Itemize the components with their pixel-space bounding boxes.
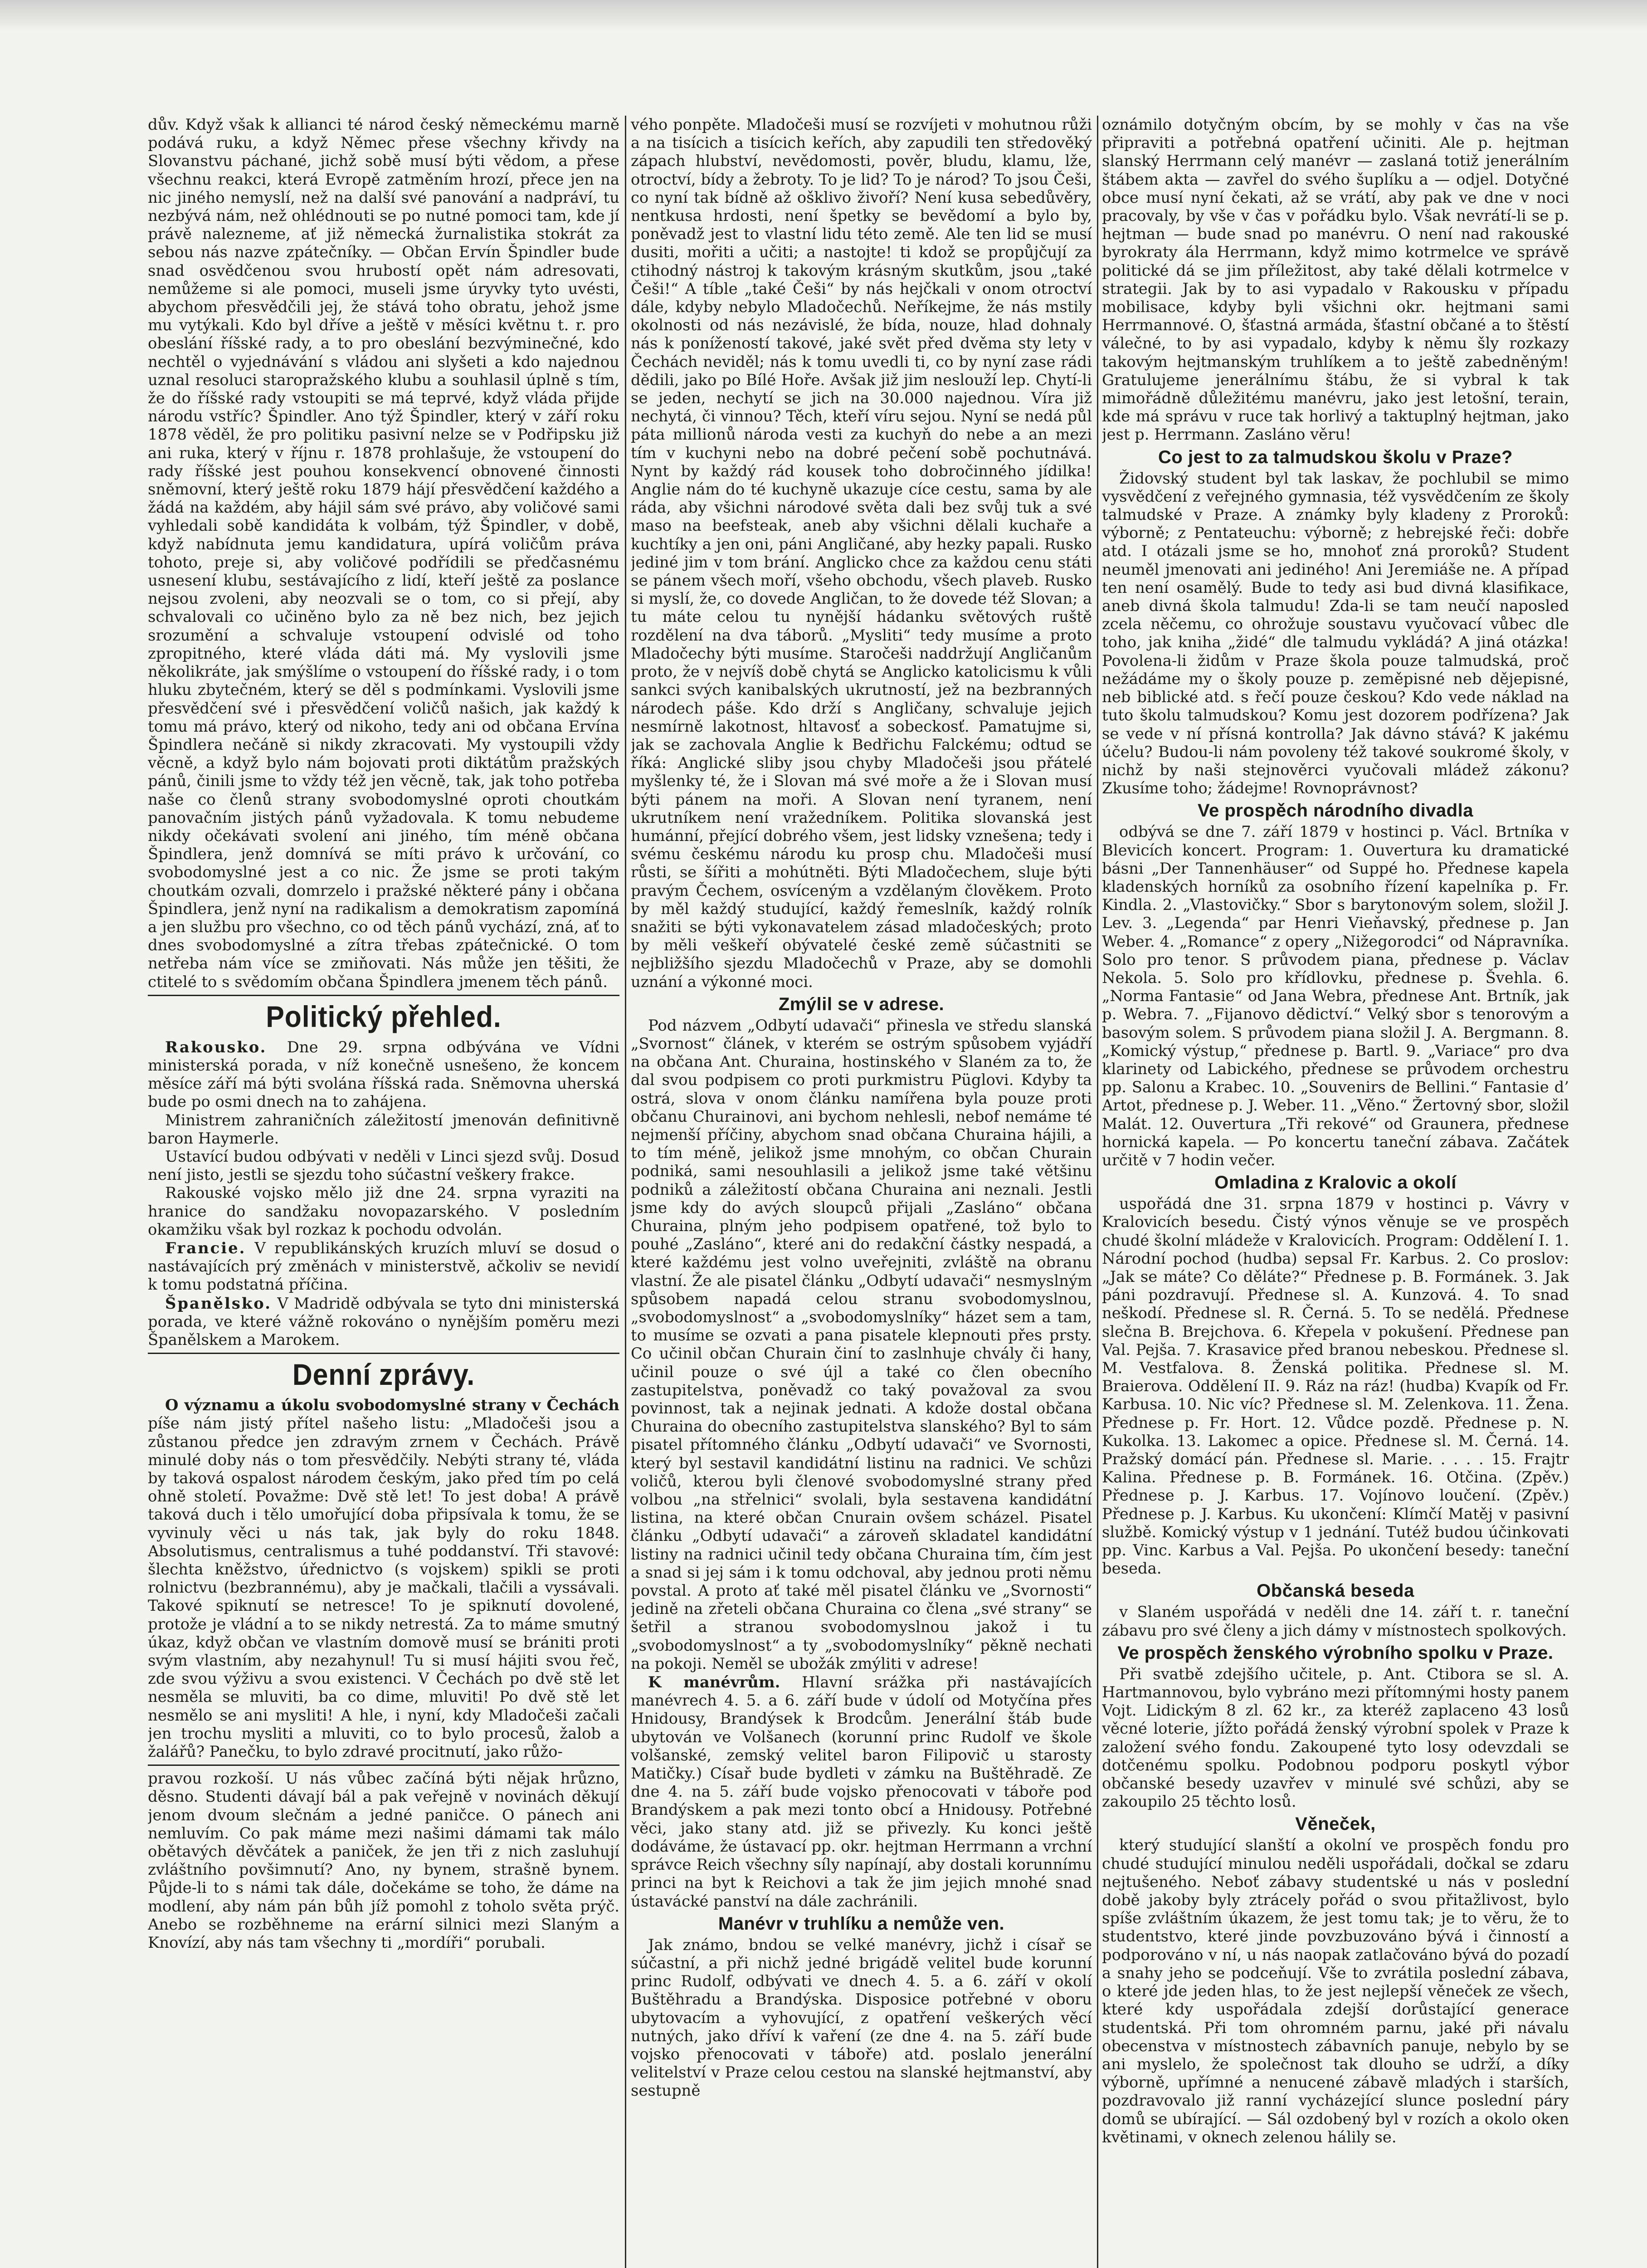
article-title-venecek: Věneček, [1295,1814,1376,1834]
article-title-youth-kralovice: Omladina z Kralovic a okolí [1214,1173,1457,1193]
column-rule-2 [1097,116,1098,2268]
section-title-political: Politický přehled. [266,999,502,1033]
column-2 [631,116,1092,2268]
article-continuation-paragraph: oznámilo dotyčným obcím, by se mohly v čas na vše připraviti a potřebná opatření učiniti. Ale p. hejtman slanský Herrmann celý manévr — zaslaná totiž jenerálním štábem akta — zavřel do svého šuplíku a — odjel. Dotyčné obce musí nyní čekati, až se vrátí, aby pak ve dne v noci pracovaly, by vše v čas v pořádku bylo. Však nevrátí-li se p. hejtman — bude snad po manévru. O není nad rakouské byrokraty ála Herrmann, když mimo kotrmelce ve správě politické dá se jim příležitost, aby také dělali kotrmelce v strategii. Jak by to asi vypadalo v Rakousku v případu mobilisace, kdyby byli všichni okr. hejtmani sami Herrmannové. O, šťastná armáda, šťastní občané a to štěstí válečné, to by asi vypadalo, kdyby k němu šly rozkazy takovým hejtmanským truhlíkem a to ještě zabedněným! Gratulujeme jenerálnímu štábu, že si vybral k tak mimořádně důležitému manévru, jako jest letošní, terain, kde má správu v ruce tak horlivý a taktuplný hejtman, jako jest p. Herrmann. Zasláno věru! [1102,116,1569,444]
column-3 [1102,116,1569,2268]
article-continuation-paragraph: dův. Když však k allianci té národ český německému marně podává ruku, a když Němec přese všechny křivdy na Slovanstvu páchané, jichž sobě musí býti vědom, a přese všechnu reakci, která Evropě zatměním hrozí, přece jen na nic jiného nemyslí, než na další své panování a nadpráví, tu nezbývá nám, než ohlédnouti se po nutné pomoci tam, kde jí právě nalezneme, ať již německá žurnalistika stokrát za sebou nás nazve zpátečníky. — Občan Ervín Špindler bude snad osvědčenou svou hrubostí opět nám adresovati, nemůžeme si ale pomoci, museli jsme úryvky tyto uvésti, abychom přesvědčili jej, že stává toho obratu, jehož jsme mu vytýkali. Kdo byl dříve a ještě v měsíci květnu t. r. pro obeslání říšské rady, a to pro obeslání bezvýminečné, kdo nechtěl o vyjednávání s vládou ani slyšeti a kdo najednou uznal resoluci staropražského klubu a souhlasil úplně s tím, že do říšské rady vstoupiti se má teprvé, když vláda přijde národu vstříc? Špindler. Ano týž Špindler, který v září roku 1878 věděl, že pro politiku pasivní nelze se v Podřipsku již ani ruka, který v říjnu r. 1878 prohlašuje, že vstoupení do rady říšské jest pouhou konsekvencí obnovené činnosti sněmovní, který ještě roku 1879 hájí přesvědčení každého a žádá na každém, aby hájil sám své právo, aby voličové sami vyhledali sobě kandidáta k volbám, týž Špindler, v době, když nabídnuta jemu kandidatura, upírá voličům práva tohoto, preje si, aby voličové podřídili se předčasnému usnesení klubu, sestávajícího z lidí, kteří ještě za poslance nejsou zvoleni, aby neozvali se o tom, co si přejí, aby schvalovali co učiněno bylo za ně bez nich, bez jejich srozumění a schvaluje vstoupení odvislé od toho zpropitného, které vláda dáti má. My vyslovili jsme několikráte, jak smýšlíme o vstoupení do říšské rady, i o tom hluku zbytečném, který se děl s podmínkami. Vyslovili jsme přesvědčení své i přesvědčení voličů našich, jak každý k tomu má právo, který od nikoho, tedy ani od občana Ervína Špindlera nečáně si nikdy zkracovati. My vystoupili vždy věcně, a když bylo nám bojovati proti diktátům pražských pánů, činili jsme to vždy též jen věcně, tak, jak toho potřeba naše co členů strany svobodomyslné oproti choutkám panovačním jistých pánů vyžadovala. K tomu nebudeme nikdy očekávati svolení ani jiného, tím méně občana Špindlera, jenž domnívá se míti právo k určování, co svobodomyslné jest a co nic. Že jsme se proti takým choutkám ozvali, domrzelo i pražské některé pány i občana Špindlera, jenž nyní na radikalism a demokratism zapomíná a jen službu pro všechno, co od těch pánů vychází, zná, ať to dnes svobodomyslné a zítra třebas zpátečnické. O tom netřeba nám více se zmiňovati. Nás může jen těšiti, že ctitelé to s svědomím občana Špindlera jmenem těch pánů. [148,116,619,991]
section-title-daily-news: Denní zprávy. [292,1358,475,1392]
article-body-civic-club: v Slaném uspořádá v neděli dne 14. září t. r. taneční zábavu pro své členy a jich dámy v místnostech spolkových. [1102,1603,1569,1639]
news-item-minister: Ministrem zahraničních záležitostí jmenován definitivně baron Haymerle. [148,1111,619,1147]
article-body-national-theatre: odbývá se dne 7. září 1879 v hostinci p. Václ. Brtníka v Blevicích koncert. Program: 1. Ouvertura ku dramatické básni „Der Tannenhäuser“ od Suppé ho. Přednese kapela kladenských horníků za osobního řízení kapelníka p. Fr. Kindla. 2. „Vlastovičky.“ Sbor s barytonovým solem, složil J. Lev. 3. „Legenda“ par Henri Vieňavský, přednese p. Jan Weber. 4. „Romance“ z opery „Nižegorodci“ od Nápravníka. Solo pro tenor. S průvodem piana, přednese p. Václav Nekola. 5. Solo pro křídlovku, přednese p. Švehla. 6. „Norma Fantasie“ od Jana Webra, přednese Ant. Brtník, jak p. Webra. 7. „Fijanovo dědictví.“ Velký sbor s tenorovým a basovým solem. S průvodem piana složil J. A. Bergmann. 8. „Komický výstup,“ přednese p. Bartl. 9. „Variace“ pro dva klarinety od Labického, přednese se průvodem orchestru pp. Salonu a Krabec. 10. „Souvenirs de Bellini.“ Fantasie d’ Artot, přednese p. J. Weber. 11. „Věno.“ Žertovný sbor, složil Malát. 12. Ouvertura „Tři rekové“ od Graunera, přednese hornická kapela. — Po koncertu taneční zábava. Začátek určitě v 7 hodin večer. [1102,823,1569,1169]
news-item-linz: Ustavící budou odbývati v neděli v Linci sjezd svůj. Dosud není jisto, jestli se sjezdu toho súčastní veškery frakce. [148,1147,619,1184]
scan-edge-top [0,0,1647,32]
article-title-wrong-address: Zmýlil se v adrese. [778,994,945,1014]
article-continuation-paragraph: vého ponpěte. Mladočeši musí se rozvíjeti v mohutnou růži a na tisícich a tisícich keřích, aby zapudili ten středověký zápach hlubství, nevědomosti, pověr, bludu, klamu, lže, otroctví, bídy a žebroty. To je lid? To je národ? To jsou Češi, co nyní tak bídně až ošklivo živoří? Není kusa sebedůvěry, nentkusa hrdosti, není špetky se bevědomí a bylo by, poněvadž jest to vlastní lidu této země. Ale ten lid se musí dusiti, mořiti a učiti; a nastojte! ti kdož se propůjčují za ctihodný nástroj k takovým krásným skutkům, jsou „také Češi!“ A tíble „také Češi“ by nás hejčkali v onom otroctví dále, kdyby nebylo Mladočechů. Neříkejme, že nás mstily okolnosti od nás nezávislé, že bída, nouze, hlad dohnaly nás k ponížeností takové, jaké svět před dvěma sty lety v Čechách neviděl; nás k tomu uvedli ti, co by nyní zase rádi dědili, jako po Bílé Hoře. Avšak již jim neslouží lep. Chytí-li se jeden, nechytí se jich na 30.000 najednou. Víra již nechytá, či vinnou? Těch, kteří víru sejou. Nyní se nedá půl páta millionů národa vesti za kuchyň do nebe a an mezi tím v kuchyni nebo na dobré pečení sobě pochutnává. Nynt by každý rád kousek toho dobročinného jídilka! Anglie nám do té kuchyně ukazuje cíce cestu, sama by ale ráda, aby všichni národové světa dali bez svůj tuk a své maso na beefsteak, aneb aby všichni dělali kuchaře a kuchtíky a jen oni, páni Angličané, aby hezky papali. Rusko jediné jim v tom brání. Anglicko chce za každou cenu státi se pánem všech moří, všeho obchodu, všech plaveb. Rusko si myslí, že, co dovede Angličan, to že dovede též Slovan; a tu máte celou tu nynější hádanku světových ruště rozdělení na dva táborů. „Mysliti“ tedy musíme a proto Mladočechy býti musíme. Staročeši naddržují Angličanům proto, že v nejvíš době chytá se Anglicko katolicismu k vůli sankci svých kanibalských ukrutností, jež na bezbranných národech páše. Kdo drží s Angličany, schvaluje jejich nesmírně lakotnost, hltavosť a sobeckosť. Pamatujme si, jak se zachovala Anglie k Bedřichu Falckému; odtud se říká: Anglické sliby jsou chyby Mladočeši jsou přátelé myšlenky té, že i Slovan má své moře a že i Slovan musí býti pánem na moři. A Slovan není tyranem, není ukrutníkem není vražedníkem. Politika slovanská jest humánní, přející dobrého všem, jest lidsky vznešena; tedy i svému českému národu ku prosp chu. Mladočeši musí růsti, se šířiti a mohútněti. Býti Mladočechem, sluje býti pravým Čechem, osvíceným a vzdělaným člověkem. Proto by měl každý studující, každý řemeslník, každý rolník snažiti se býti vykonavatelem zásad mladočeských; proto by měli veškeří obývatelé české země súčastniti se nejbližšího sjezdu Mladočechů v Praze, aby se domohli uznání a výkonné moci. [631,116,1092,991]
article-title-national-theatre: Ve prospěch národního divadla [1198,801,1473,821]
article-title-manoeuvre-drawer: Manévr v truhlíku a nemůže ven. [718,1913,1005,1934]
column-rule-1 [625,116,626,2268]
article-body-youth-kralovice: uspořádá dne 31. srpna 1879 v hostinci p. Vávry v Kralovicích besedu. Čistý výnos věnuje se ve prospěch chudé školní mládeže v Kralovicích. Program: Oddělení I. 1. Národní pochod (hudba) sepsal Fr. Karbus. 2. Co proslov: „Jak se máte? Co děláte?“ Přednese p. B. Formánek. 3. Jak páni pozdravují. Přednese sl. A. Kunzová. 4. To snad neškodí. Přednese sl. R. Černá. 5. To se nedělá. Přednese slečna B. Brejchova. 6. Křepela v pokušení. Přednese pan Val. Pejša. 7. Krasavice před branou nebeskou. Přednese sl. M. Vestfalova. 8. Ženská politika. Přednese sl. M. Braierova. Oddělení II. 9. Ráz na ráz! (hudba) Kvapík od Fr. Karbusa. 10. Nic víc? Přednese sl. M. Zelenkova. 11. Žena. Přednese p. Fr. Hort. 12. Vůdce pozdě. Přednese p. N. Kukolka. 13. Lakomec a opice. Přednese sl. M. Černá. 14. Pražský domácí pán. Přednese sl. Marie. . . . . 15. Frajtr Kalina. Přednese p. B. Formánek. 16. Otčina. (Zpěv.) Přednese p. J. Karbus. 17. Vojínovo loučení. (Zpěv.) Přednese p. J. Karbus. Ku ukončení: Klímčí Matěj v pasivní službě. Komický výstup v 1 jednání. Tutéž budou účinkovati pp. Vinc. Karbus a Val. Pejša. Po ukončení besedy: taneční beseda. [1102,1195,1569,1578]
section-divider [148,1765,619,1766]
news-item-france: Francie. V republikánských kruzích mluví se dosud o nastávajících prý změnách v ministerstvě, ačkoliv se nevidí k tomu podstatná příčina. [148,1238,619,1294]
article-body-wrong-address: Pod názvem „Odbytí udavači“ přinesla ve středu slanská „Svornost“ článek, v kterém se ostrým spůsobem vyjádří na občana Ant. Churaina, hostinského v Slaném za to, že dal svou podpisem co proti purkmistru Püglovi. Kdyby ta ostrá, slova v onom článku namířena byla pouze proti občanu Churainovi, ani bychom nehlesli, nebof nemáme té nejmenší příčiny, abychom snad občana Churaina hájili, a to tím méně, jelikož jsme mnohým, co občan Churain podniká, sami nesouhlasili a jelikož jsme také většinu podniků a záležitostí občana Churaina ani neznali. Jestli jsme kdy do avých sloupců přijali „Zasláno“ občana Churaina, plným jeho podpisem opatřené, tož bylo to pouhé „Zasláno“, které ani do redakční částky nespadá, a které každému jest volno uveřejniti, zvláště na obranu vlastní. Že ale pisatel článku „Odbytí udavači“ nesmyslným spůsobem napadá celou stranu svobodomyslnou, „svobodomyslnost“ a „svobodomyslníky“ házet sem a tam, to musíme se ozvati a pana pisatele klepnouti přes prsty. Co učinil občan Churain činí to zaslnhuje chvály či hany, učinil pouze o své újl a také co člen obecního zastupitelstva, poněvadž co taký považoval za svou povinnost, tak a nejinak jednati. A kdože dostal občana Churaina do obecního zastupitelstva slanského? Byl to sám pisatel přítomného článku „Odbytí udavači“ ve Svornosti, který byl sestavil kandidátní listinu na radnici. Ve schůzi voličů, kterou byli členové svobodomyslné strany před volbou „na střelnici“ svolali, byla sestavena kandidátní listina, na které občan Cnurain ovšem scházel. Pisatel článku „Odbytí udavači“ a zároveň skladatel kandidátní listiny na radnici učinil tedy občana Churaina tím, čím jest a snad si jej sám i k tomu odchoval, aby jednou proti němu povstal. A proto ať také měl pisatel článku ve „Svornosti“ jedině na zřeteli občana Churaina co člena „své strany“ se šetřil a stranou svobodomyslnou jakož i tu „svobodomyslnost“ a ty „svobodomyslníky“ pěkně nechati na pokoji. Neměl se ubožák zmýliti v adrese! [631,1016,1092,1672]
article-body-womens-society: Při svatbě zdejšího učitele, p. Ant. Ctibora se sl. A. Hartmannovou, bylo vybráno mezi přítomnými hosty panem Vojt. Lidickým 8 zl. 62 kr., za kteréž zaplaceno 43 losů věcné loterie, jížto pořádá ženský výrobní spolek v Praze k založení svého fondu. Zakoupené tyto losy odevzdali se dotčenému spolku. Podobnou podporu poskytl výbor občanské besedy uzavřev v minulé své schůzi, aby se zakoupilo 25 těchto losů. [1102,1665,1569,1811]
article-title-talmud-school: Co jest to za talmudskou školu v Praze? [1158,447,1513,467]
news-item-liberal-party: O významu a úkolu svobodomyslné strany v Čechách píše nám jistý přítel našeho listu: „Mladočeši jsou a zůstanou předce jen zdravým zrnem v Čechách. Právě minulé doby nás o tom přesvědčily. Nebýti strany té, vláda by taková ospalost národem českým, jako před tím po celá ohně století. Považme: Dvě stě let! To jest doba! A právě taková duch i tělo umořující doba připsívala k tomu, že se vyvinuly věci u nás tak, jak byly do roku 1848. Absolutismus, centralismus a tuhé poddanství. Tři stavové: šlechta kněžstvo, úřednictvo (s vojskem) spikli se proti rolnictvu (bezbrannému), aby je mačkali, tlačili a vyssávali. Takové spiknutí se netresce! To je spiknutí dovolené, protože je vládní a to se nikdy netrestá. Za to máme smutný úkaz, když občan ve vlastním domově musí se brániti proti svým vlastním, aby nezahynul! Tu si musí hájiti svou řeč, zde svou výživu a svou existenci. V Čechách po dvě stě let nesměla se mluviti, ba co dime, mluviti! Po dvě stě let nesmělo se ani mysliti! A hle, i nyní, kdy Mladočeši začali jen trochu mysliti a mluviti, co to bylo procesů, žalob a žalářů? Panečku, to bylo zdravé procitnutí, jako růžo- [148,1396,619,1761]
news-item-continuation: pravou rozkoší. U nás vůbec začíná býti nějak hrůzno, děsno. Studenti dávají bál a pak veřejně v novinách děkují jenom dvoum slečnám a jedné paničce. O pánech ani nemluvím. Co pak máme mezi našimi dámami tak málo obětavých děvčátek a paniček, že jen tři z nich zasluhují zvláštního povšimnutí? Ano, ny bynem, strašně bynem. Půjde-li to s námi tak dále, dočekáme se toho, že dáme na modlení, aby nám pán bůh jíž pomohl z toholo světa prýč. Anebo se rozběhneme na erární silnici mezi Slaným a Knovízí, aby nás tam všechny ti „mordíři“ porubali. [148,1769,619,1952]
news-item-austria: Rakousko. Dne 29. srpna odbývána ve Vídni ministerská porada, v níž konečně usnešeno, že koncem měsíce září má býti svolána říšská rada. Sněmovna uherská bude po osmi dnech na to zahájena. [148,1037,619,1111]
article-title-civic-club: Občanská beseda [1257,1581,1414,1601]
news-item-spain: Španělsko. V Madridě odbývala se tyto dni ministerská porada, ve které vážně rokováno o nynějším poměru mezi Španělskem a Marokem. [148,1294,619,1349]
column-1 [148,116,619,2268]
article-body-talmud-school: Židovský student byl tak laskav, že pochlubil se mimo vysvědčení z veřejného gymnasia, též vysvědčením ze školy talmudské v Praze. A známky byly kladeny z Proroků: výborně; z Pentateuchu: výborně; z hebrejské řeči: dobře atd. I otázali jsme se ho, mnohoť zná proroků? Student neuměl jmenovati ani jediného! Ani Jeremiáše ne. A případ ten není osamělý. Bude to tedy asi bud divná klasifikace, aneb divná škola talmudu! Zda-li se tam neučí naposled zcela něčemu, co ohrožuje soustavu vyučovací vůbec dle toho, jak kniha „židé“ dle talmudu vykládá? A jiná otázka! Povolena-li židům v Praze škola pouze talmudská, proč nežádáme my o školy pouze p. zeměpisné neb dějepisné, neb biblické atd. s řečí pouze českou? Kdo vede náklad na tuto školu talmudskou? Komu jest dozorem podřízena? Jak se vede v ní přísná kontrolla? Jak dávno stává? K jakému účelu? Budou-li nám povoleny též takové soukromé školy, v nichž by naši stejnověrci vyučovali mládež zákonu? Zkusíme toho; žádejme! Rovnoprávnost? [1102,469,1569,797]
section-divider [148,1353,619,1354]
article-body-venecek: který studující slanští a okolní ve prospěch fondu pro chudé studující minulou neděli uspořádali, dočkal se zdaru nejtušeného. Neboť zábavy studentské u nás v poslední době jakoby byly ztrácely pořád o svou přitažlivost, bylo spíše zvláštním úkazem, že jest tomu tak; je to věru, že to studentstvo, které jinde povzbuzováno bývá i činností a podporováno v ní, u nás naopak zatlačováno bývá do pozadí a snahy jeho se podceňují. Vše to zvrátila poslední zábava, o které jde jeden hlas, to že jest nejlepší věneček ze všech, které kdy uspořádala zdejší dorůstající generace studentská. Při tom ohromném parnu, jaké při návalu obecenstva v místnostech zábavních panuje, nebylo by se ani myslelo, že společnost tak dlouho se udrží, a díky výborně, upřímné a nenucené zábavě mladých i starších, pozdravovalo již ranní vycházející slunce poslední páry domů se ubírající. — Sál ozdobený byl v rozích a okolo oken květinami, v oknech zelenou hálily se. [1102,1836,1569,2146]
news-item-army: Rakouské vojsko mělo již dne 24. srpna vyraziti na hranice do sandžaku novopazarského. V posledním okamžiku však byl rozkaz k pochodu odvolán. [148,1184,619,1238]
article-body-manoeuvre-drawer: Jak známo, bndou se velké manévry, jichž i císař se súčastní, a při nichž jedné brigádě velitel bude korunní princ Rudolf, odbývati ve dnech 4. 5. a 6. září v okolí Buštěhradu a Brandýska. Disposice potřebné v oboru ubytovacím a vyhovující, z opatření veškerých věcí nutných, jako dříví k vaření (ze dne 4. na 5. září bude vojsko přenocovati v táboře) atd. poslalo jenerální velitelství v Praze celou cestou na slanské hejtmanství, aby sestupně [631,1936,1092,2100]
section-divider [148,995,619,996]
article-manoeuvres: K manévrům. Hlavní srážka při nastávajících manévrech 4. 5. a 6. září bude v údolí od Motyčína přes Hnidousy, Brandýsek k Brodcům. Jenerální štáb bude ubytován ve Volšanech (korunní princ Rudolf ve škole volšanské, zemský velitel baron Filipovič u starosty Matičky.) Císař bude bydleti v zámku na Buštěhradě. Ze dne 4. na 5. září bude vojsko přenocovati v táboře pod Brandýskem a pak mezi tonto obcí a Hnidousy. Potřebné věci, jako stany atd. již se přivezly. Ku konci ještě dodáváme, že ústavací pp. okr. hejtman Herrmann a vrchní správce Reich všechny síly napínají, aby dostali korunnímu princi na byt k Reichovi a tak že jim jejich mnohé snad ústavácké panství na dále zachránili. [631,1673,1092,1910]
article-title-womens-society: Ve prospěch ženského výrobního spolku v Praze. [1117,1642,1554,1663]
